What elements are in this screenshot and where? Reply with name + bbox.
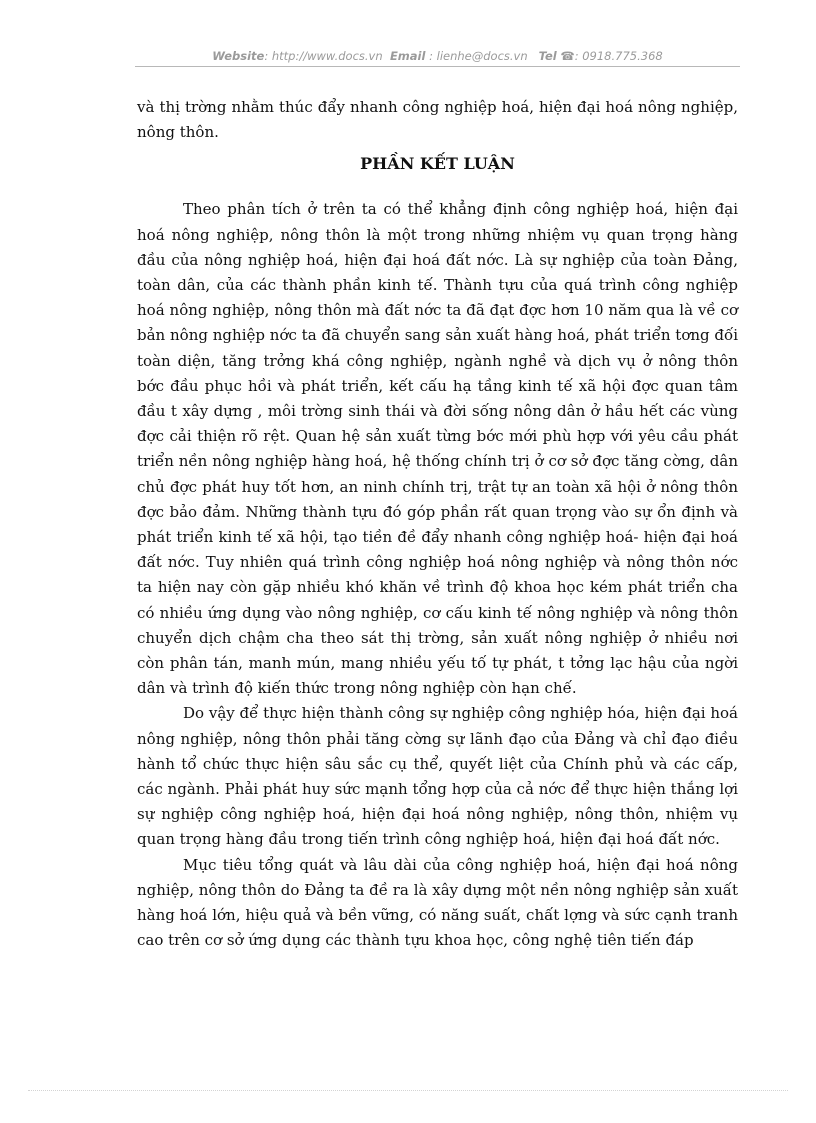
body-paragraph-3: Mục tiêu tổng quát và lâu dài của công nghiệp hoá, hiện đại hoá nông nghiệp, nông thôn do Đảng ta đề ra là xây dựng một nền nông nghiệp sản xuất hàng hoá lớn, hiệu quả và bền vững, có năng suất, chất lợng và sức cạnh tranh cao trên cơ sở ứng dụng các thành tựu khoa học, công nghệ tiên tiến đáp [137,855,738,950]
email-address[interactable]: : lienhe@docs.vn [425,49,528,63]
website-url[interactable]: : http://www.docs.vn [264,49,383,63]
document-body [137,95,738,954]
page-header [135,48,740,64]
footer-divider [28,1090,788,1091]
tel-number: : 0918.775.368 [574,49,663,63]
phone-icon: ☎ [560,49,575,63]
intro-paragraph: và thị trờng nhằm thúc đẩy nhanh công nghiệp hoá, hiện đại hoá nông nghiệp, nông thôn. [137,98,738,142]
website-label: Website [212,49,265,63]
tel-label: Tel [538,49,557,63]
email-label: Email [389,49,426,63]
body-paragraph-2: Do vậy để thực hiện thành công sự nghiệp công nghiệp hóa, hiện đại hoá nông nghiệp, nông thôn phải tăng cờng sự lãnh đạo của Đảng và chỉ đạo điều hành tổ chức thực hiện sâu sắc cụ thể, quyết liệt của Chính phủ và các cấp, các ngành. Phải phát huy sức mạnh tổng hợp của cả nớc để thực hiện thắng lợi sự nghiệp công nghiệp hoá, hiện đại hoá nông nghiệp, nông thôn, nhiệm vụ quan trọng hàng đầu trong tiến trình công nghiệp hoá, hiện đại hoá đất nớc. [137,704,738,849]
body-paragraph-1: Theo phân tích ở trên ta có thể khẳng định công nghiệp hoá, hiện đại hoá nông nghiệp, nông thôn là một trong những nhiệm vụ quan trọng hàng đầu của nông nghiệp hoá, hiện đại hoá đất nớc. Là sự nghiệp của toàn Đảng, toàn dân, của các thành phần kinh tế. Thành tựu của quá trình công nghiệp hoá nông nghiệp, nông thôn mà đất nớc ta đã đạt đợc hơn 10 năm qua là về cơ bản nông nghiệp nớc ta đã chuyển sang sản xuất hàng hoá, phát triển tơng đối toàn diện, tăng trởng khá công nghiệp, ngành nghề và dịch vụ ở nông thôn bớc đầu phục hồi và phát triển, kết cấu hạ tầng kinh tế xã hội đợc quan tâm đầu t xây dựng , môi trờng sinh thái và đời sống nông dân ở hầu hết các vùng đợc cải thiện rõ rệt. Quan hệ sản xuất từng bớc mới phù hợp với yêu cầu phát triển nền nông nghiệp hàng hoá, hệ thống chính trị ở cơ sở đợc tăng cờng, dân chủ đợc phát huy tốt hơn, an ninh chính trị, trật tự an toàn xã hội ở nông thôn đợc bảo đảm. Những thành tựu đó góp phần rất quan trọng vào sự ổn định và phát triển kinh tế xã hội, tạo tiền đề đẩy nhanh công nghiệp hoá- hiện đại hoá đất nớc. Tuy nhiên quá trình công nghiệp hoá nông nghiệp và nông thôn nớc ta hiện nay còn gặp nhiều khó khăn về trình độ khoa học kém phát triển cha có nhiều ứng dụng vào nông nghiệp, cơ cấu kinh tế nông nghiệp và nông thôn chuyển dịch chậm cha theo sát thị trờng, sản xuất nông nghiệp ở nhiều nơi còn phân tán, manh mún, mang nhiều yếu tố tự phát, t tởng lạc hậu của ngời dân và trình độ kiến thức trong nông nghiệp còn hạn chế. [137,200,738,698]
section-title: PHẦN KẾT LUẬN [360,154,515,174]
header-divider [135,66,740,67]
